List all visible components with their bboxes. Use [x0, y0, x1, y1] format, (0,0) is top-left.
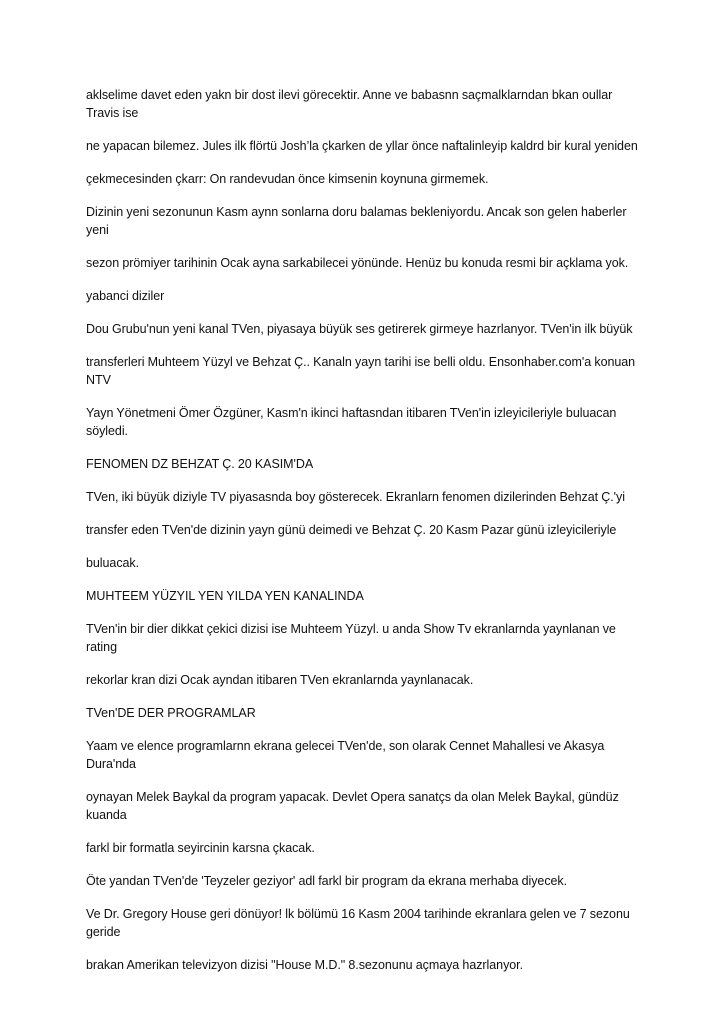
paragraph: Dizinin yeni sezonunun Kasm aynn sonlarna doru balamas bekleniyordu. Ancak son gelen haberler yeni — [86, 205, 627, 237]
paragraph: Yaam ve elence programlarnn ekrana gelecei TVen'de, son olarak Cennet Mahallesi ve Akasya Dura'nda — [86, 739, 605, 771]
paragraph: brakan Amerikan televizyon dizisi "House M.D." 8.sezonunu açmaya hazrlanyor. — [86, 958, 524, 972]
paragraph: TVen'in bir dier dikkat çekici dizisi ise Muhteem Yüzyl. u anda Show Tv ekranlarnda yaynlanan ve rating — [86, 622, 616, 654]
paragraph: çekmecesinden çkarr: On randevudan önce kimsenin koynuna girmemek. — [86, 172, 489, 186]
paragraph: Ve Dr. Gregory House geri dönüyor! lk bölümü 16 Kasm 2004 tarihinde ekranlara gelen ve 7 sezonu geride — [86, 907, 630, 939]
paragraph: sezon prömiyer tarihinin Ocak ayna sarkabilecei yönünde. Henüz bu konuda resmi bir açklama yok. — [86, 256, 629, 270]
paragraph: TVen, iki büyük diziyle TV piyasasnda boy gösterecek. Ekranlarn fenomen dizilerinden Behzat Ç.'yi — [86, 490, 625, 504]
section-label: yabanci diziler — [86, 289, 165, 303]
paragraph: transferleri Muhteem Yüzyl ve Behzat Ç.. Kanaln yayn tarihi ise belli oldu. Ensonhaber.com'a konuan NTV — [86, 355, 636, 387]
paragraph: ne yapacan bilemez. Jules ilk flörtü Josh’la çkarken de yllar önce naftalinleyip kaldrd bir kural yeniden — [86, 139, 638, 153]
paragraph: Yayn Yönetmeni Ömer Özgüner, Kasm'n ikinci haftasndan itibaren TVen'in izleyicileriyle buluacan söyledi. — [86, 406, 617, 438]
paragraph: farkl bir formatla seyircinin karsna çkacak. — [86, 841, 315, 855]
paragraph: rekorlar kran dizi Ocak ayndan itibaren TVen ekranlarnda yaynlanacak. — [86, 673, 474, 687]
paragraph: oynayan Melek Baykal da program yapacak. Devlet Opera sanatçs da olan Melek Baykal, gündüz kuanda — [86, 790, 619, 822]
section-heading: TVen'DE DER PROGRAMLAR — [86, 706, 256, 720]
paragraph: transfer eden TVen'de dizinin yayn günü deimedi ve Behzat Ç. 20 Kasm Pazar günü izleyicileriyle — [86, 523, 617, 537]
section-heading: MUHTEEM YÜZYIL YEN YILDA YEN KANALINDA — [86, 589, 364, 603]
paragraph: Dou Grubu'nun yeni kanal TVen, piyasaya büyük ses getirerek girmeye hazrlanyor. TVen'in ilk büyük — [86, 322, 633, 336]
section-heading: FENOMEN DZ BEHZAT Ç. 20 KASIM'DA — [86, 457, 314, 471]
paragraph: Öte yandan TVen'de 'Teyzeler geziyor' adl farkl bir program da ekrana merhaba diyecek. — [86, 874, 568, 888]
paragraph: aklselime davet eden yakn bir dost ilevi görecektir. Anne ve babasnn saçmalklarndan bkan oullar Travis ise — [86, 88, 613, 120]
document-body — [86, 86, 646, 989]
paragraph: buluacak. — [86, 556, 140, 570]
